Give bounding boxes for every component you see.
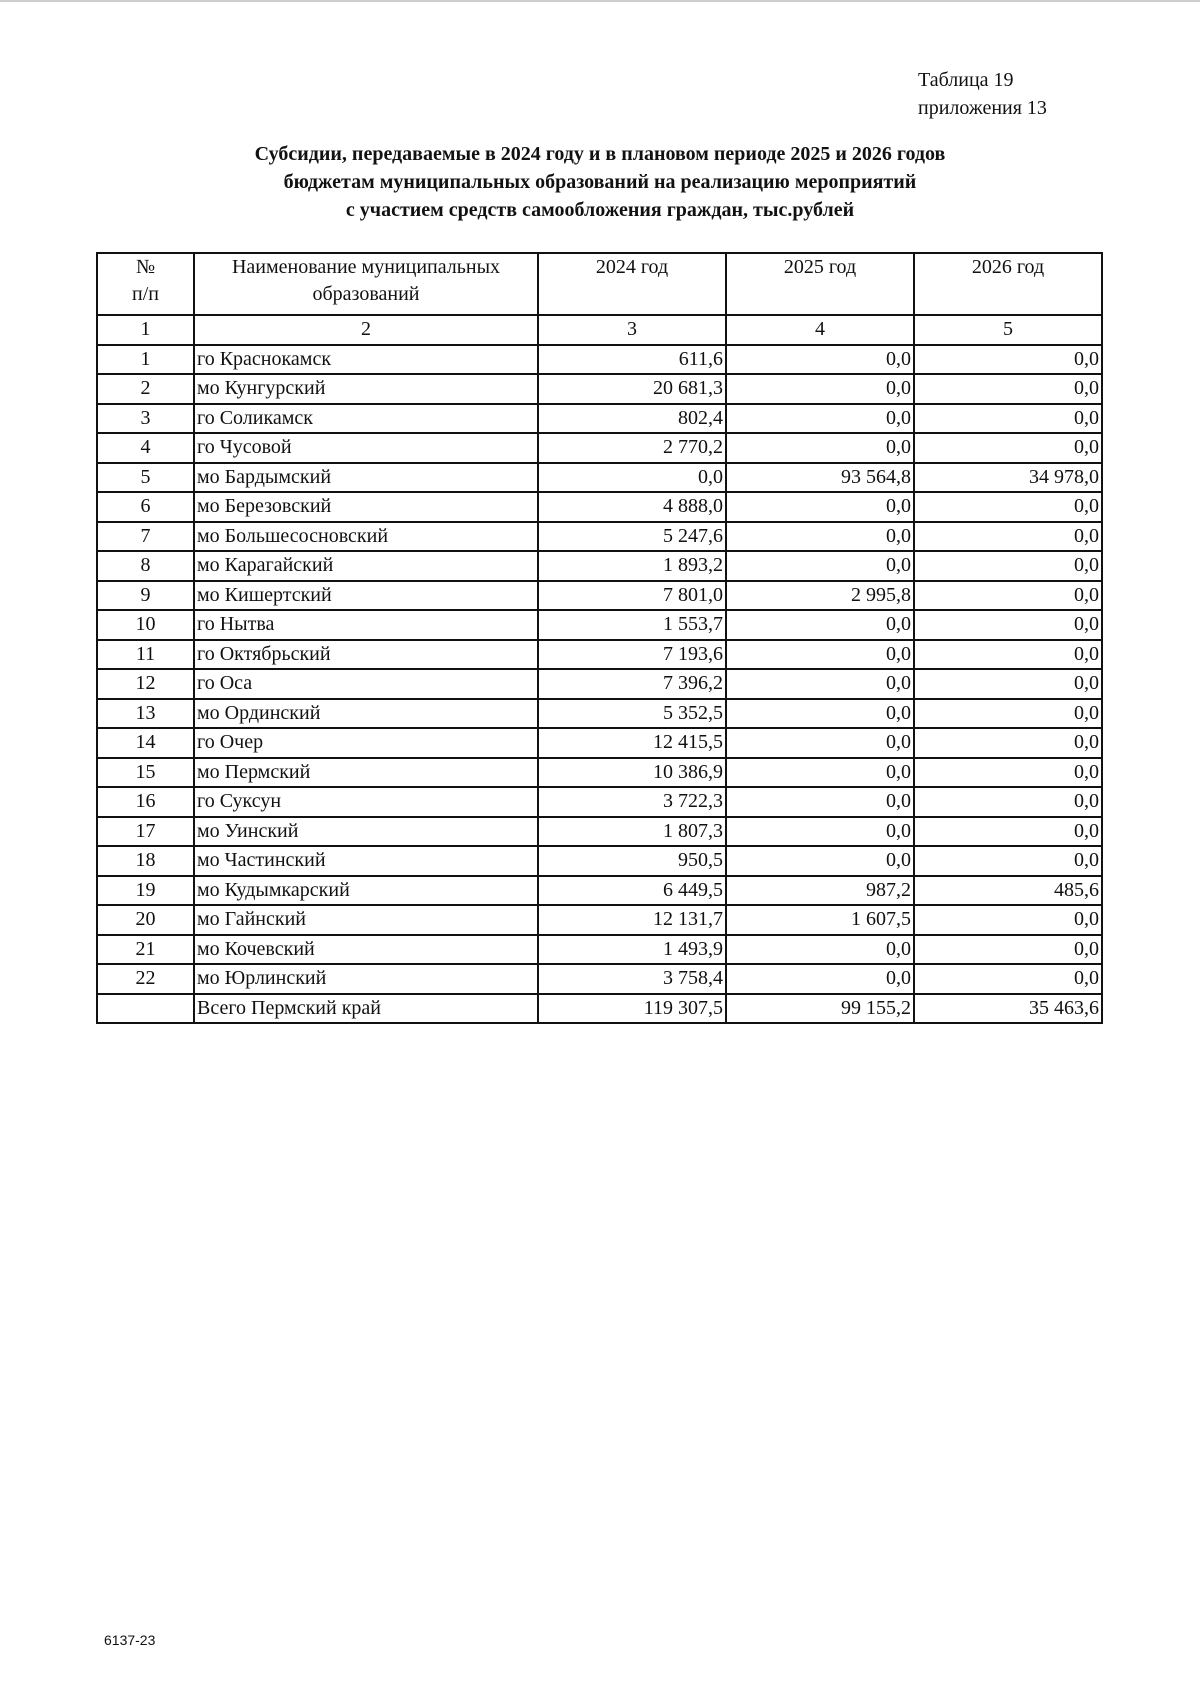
header-num-line-2: п/п: [132, 283, 159, 305]
total-name: Всего Пермский край: [194, 994, 538, 1024]
municipality-name: мо Юрлинский: [194, 964, 538, 994]
row-num: 1: [97, 345, 194, 375]
value-2024: 3 758,4: [538, 964, 726, 994]
municipality-name: го Нытва: [194, 610, 538, 640]
value-2026: 0,0: [914, 551, 1102, 581]
document-title: [150, 140, 1050, 224]
municipality-name: мо Гайнский: [194, 905, 538, 935]
column-number: 1: [97, 315, 194, 345]
table-body: [97, 345, 1102, 1024]
municipality-name: мо Кудымкарский: [194, 876, 538, 906]
value-2025: 0,0: [726, 728, 914, 758]
value-2024: 6 449,5: [538, 876, 726, 906]
header-num: [97, 253, 194, 315]
table-row: [97, 935, 1102, 965]
reference-line-2: приложения 13: [918, 97, 1047, 119]
column-number: 2: [194, 315, 538, 345]
municipality-name: го Соликамск: [194, 404, 538, 434]
total-2026: 35 463,6: [914, 994, 1102, 1024]
value-2024: 2 770,2: [538, 433, 726, 463]
row-num: 14: [97, 728, 194, 758]
table-row: [97, 551, 1102, 581]
value-2026: 0,0: [914, 846, 1102, 876]
value-2026: 0,0: [914, 522, 1102, 552]
municipality-name: го Очер: [194, 728, 538, 758]
row-num: 11: [97, 640, 194, 670]
table-row: [97, 345, 1102, 375]
table-row: [97, 374, 1102, 404]
value-2024: 802,4: [538, 404, 726, 434]
row-num: 19: [97, 876, 194, 906]
value-2026: 0,0: [914, 758, 1102, 788]
value-2025: 2 995,8: [726, 581, 914, 611]
row-num: 15: [97, 758, 194, 788]
title-line-1: Субсидии, передаваемые в 2024 году и в плановом периоде 2025 и 2026 годов: [254, 143, 946, 165]
column-number: 4: [726, 315, 914, 345]
municipality-name: мо Кунгурский: [194, 374, 538, 404]
total-row: [97, 994, 1102, 1024]
table-row: [97, 581, 1102, 611]
row-num: 13: [97, 699, 194, 729]
table-header-row: [97, 253, 1102, 315]
value-2024: 1 493,9: [538, 935, 726, 965]
value-2025: 1 607,5: [726, 905, 914, 935]
value-2026: 0,0: [914, 817, 1102, 847]
table-row: [97, 492, 1102, 522]
total-num: [97, 994, 194, 1024]
value-2026: 0,0: [914, 640, 1102, 670]
header-2026: 2026 год: [914, 253, 1102, 315]
value-2024: 20 681,3: [538, 374, 726, 404]
value-2024: 611,6: [538, 345, 726, 375]
row-num: 20: [97, 905, 194, 935]
municipality-name: го Чусовой: [194, 433, 538, 463]
municipality-name: го Краснокамск: [194, 345, 538, 375]
row-num: 21: [97, 935, 194, 965]
municipality-name: го Оса: [194, 669, 538, 699]
value-2025: 0,0: [726, 699, 914, 729]
header-2024: 2024 год: [538, 253, 726, 315]
municipality-name: мо Частинский: [194, 846, 538, 876]
municipality-name: го Октябрьский: [194, 640, 538, 670]
value-2026: 0,0: [914, 905, 1102, 935]
header-2025: 2025 год: [726, 253, 914, 315]
value-2024: 12 415,5: [538, 728, 726, 758]
reference-line-1: Таблица 19: [918, 69, 1014, 91]
value-2026: 0,0: [914, 699, 1102, 729]
value-2025: 0,0: [726, 935, 914, 965]
value-2024: 7 801,0: [538, 581, 726, 611]
municipality-name: мо Пермский: [194, 758, 538, 788]
value-2026: 0,0: [914, 374, 1102, 404]
municipality-name: го Суксун: [194, 787, 538, 817]
value-2024: 7 193,6: [538, 640, 726, 670]
row-num: 16: [97, 787, 194, 817]
municipality-name: мо Кочевский: [194, 935, 538, 965]
value-2026: 0,0: [914, 492, 1102, 522]
table-row: [97, 787, 1102, 817]
value-2025: 0,0: [726, 345, 914, 375]
row-num: 9: [97, 581, 194, 611]
table-row: [97, 433, 1102, 463]
value-2026: 0,0: [914, 964, 1102, 994]
total-2025: 99 155,2: [726, 994, 914, 1024]
value-2025: 0,0: [726, 787, 914, 817]
value-2024: 0,0: [538, 463, 726, 493]
value-2024: 950,5: [538, 846, 726, 876]
value-2025: 0,0: [726, 433, 914, 463]
value-2025: 0,0: [726, 374, 914, 404]
municipality-name: мо Карагайский: [194, 551, 538, 581]
value-2026: 0,0: [914, 404, 1102, 434]
value-2026: 0,0: [914, 669, 1102, 699]
header-name: Наименование муниципальных образований: [194, 253, 538, 315]
row-num: 3: [97, 404, 194, 434]
value-2024: 5 247,6: [538, 522, 726, 552]
municipality-name: мо Кишертский: [194, 581, 538, 611]
value-2025: 0,0: [726, 551, 914, 581]
table-row: [97, 699, 1102, 729]
value-2024: 1 807,3: [538, 817, 726, 847]
value-2026: 0,0: [914, 610, 1102, 640]
row-num: 18: [97, 846, 194, 876]
title-line-2: бюджетам муниципальных образований на реализацию мероприятий: [283, 171, 917, 193]
value-2025: 0,0: [726, 640, 914, 670]
value-2025: 0,0: [726, 758, 914, 788]
value-2026: 0,0: [914, 728, 1102, 758]
value-2024: 10 386,9: [538, 758, 726, 788]
value-2026: 0,0: [914, 345, 1102, 375]
row-num: 2: [97, 374, 194, 404]
table-row: [97, 522, 1102, 552]
value-2025: 93 564,8: [726, 463, 914, 493]
row-num: 4: [97, 433, 194, 463]
value-2026: 0,0: [914, 581, 1102, 611]
value-2026: 485,6: [914, 876, 1102, 906]
value-2025: 0,0: [726, 817, 914, 847]
value-2025: 0,0: [726, 610, 914, 640]
value-2024: 12 131,7: [538, 905, 726, 935]
row-num: 22: [97, 964, 194, 994]
row-num: 6: [97, 492, 194, 522]
value-2024: 3 722,3: [538, 787, 726, 817]
municipality-name: мо Ординский: [194, 699, 538, 729]
column-number-row: [97, 315, 1102, 345]
table-row: [97, 758, 1102, 788]
table-row: [97, 610, 1102, 640]
value-2024: 5 352,5: [538, 699, 726, 729]
column-number: 5: [914, 315, 1102, 345]
municipality-name: мо Большесосновский: [194, 522, 538, 552]
table-row: [97, 463, 1102, 493]
row-num: 12: [97, 669, 194, 699]
value-2024: 1 553,7: [538, 610, 726, 640]
title-line-3: с участием средств самообложения граждан, тыс.рублей: [345, 199, 855, 221]
value-2026: 0,0: [914, 787, 1102, 817]
table-row: [97, 404, 1102, 434]
value-2025: 0,0: [726, 846, 914, 876]
document-code: 6137-23: [104, 1632, 156, 1648]
header-num-line-1: №: [135, 256, 156, 278]
table-row: [97, 846, 1102, 876]
total-2024: 119 307,5: [538, 994, 726, 1024]
table-row: [97, 669, 1102, 699]
value-2025: 0,0: [726, 964, 914, 994]
municipality-name: мо Уинский: [194, 817, 538, 847]
subsidies-table: [96, 252, 1103, 1024]
value-2025: 0,0: [726, 492, 914, 522]
value-2025: 987,2: [726, 876, 914, 906]
value-2026: 0,0: [914, 935, 1102, 965]
municipality-name: мо Бардымский: [194, 463, 538, 493]
value-2024: 7 396,2: [538, 669, 726, 699]
value-2025: 0,0: [726, 404, 914, 434]
row-num: 5: [97, 463, 194, 493]
value-2026: 0,0: [914, 433, 1102, 463]
row-num: 7: [97, 522, 194, 552]
municipality-name: мо Березовский: [194, 492, 538, 522]
table-row: [97, 817, 1102, 847]
table-row: [97, 728, 1102, 758]
row-num: 8: [97, 551, 194, 581]
row-num: 10: [97, 610, 194, 640]
value-2024: 1 893,2: [538, 551, 726, 581]
table-row: [97, 876, 1102, 906]
value-2025: 0,0: [726, 522, 914, 552]
value-2025: 0,0: [726, 669, 914, 699]
table-reference: [918, 66, 1047, 122]
table-row: [97, 905, 1102, 935]
page-top-edge: [0, 0, 1200, 2]
table-row: [97, 640, 1102, 670]
table-row: [97, 964, 1102, 994]
column-number: 3: [538, 315, 726, 345]
value-2026: 34 978,0: [914, 463, 1102, 493]
row-num: 17: [97, 817, 194, 847]
value-2024: 4 888,0: [538, 492, 726, 522]
